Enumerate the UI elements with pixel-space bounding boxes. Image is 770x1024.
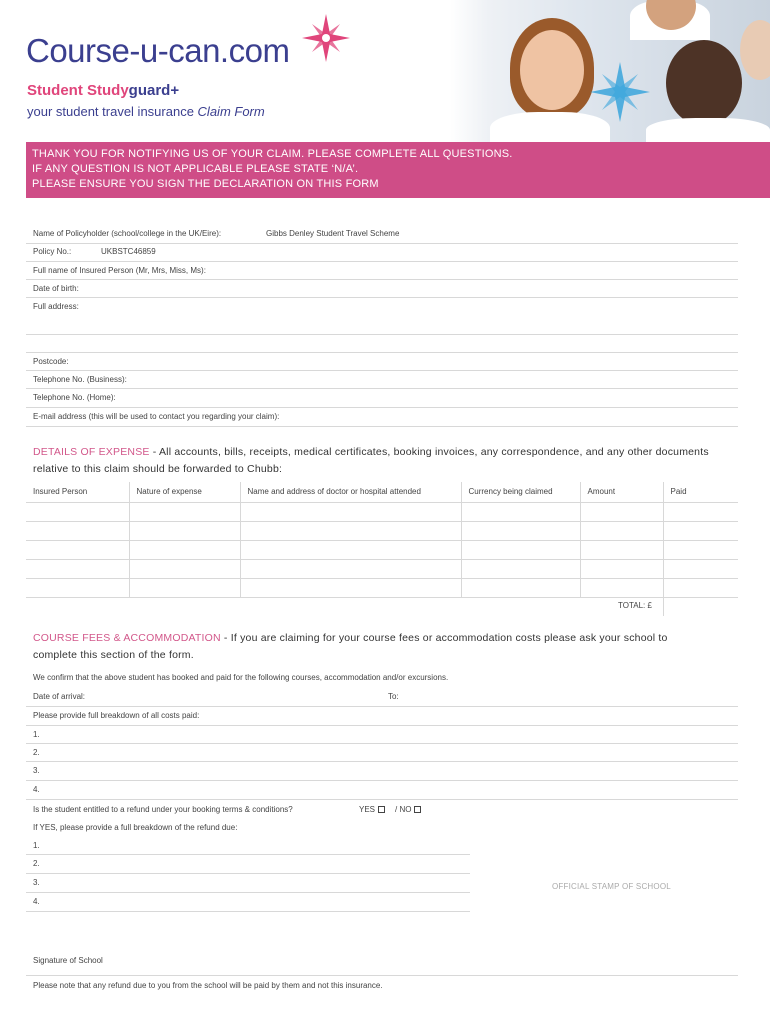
signature-field[interactable] bbox=[26, 950, 738, 976]
breakdown-label-row: Please provide full breakdown of all costs paid: bbox=[26, 707, 738, 726]
field-label: Full name of Insured Person (Mr, Mrs, Miss, Ms): bbox=[33, 266, 206, 275]
instructions-banner bbox=[26, 142, 770, 198]
table-row[interactable] bbox=[26, 540, 738, 559]
field-value: Gibbs Denley Student Travel Scheme bbox=[266, 229, 400, 238]
telephone-home-field[interactable] bbox=[26, 389, 738, 408]
field-label: Full address: bbox=[33, 302, 79, 311]
refund-item-field[interactable]: 4. bbox=[26, 893, 470, 912]
expense-table bbox=[26, 482, 738, 598]
course-fees-heading: COURSE FEES & ACCOMMODATION - If you are claiming for your course fees or accommodation costs please ask your school to complete this section of the form. bbox=[33, 632, 668, 661]
compass-star-icon bbox=[588, 60, 652, 124]
field-label: Name of Policyholder (school/college in the UK/Eire): bbox=[33, 229, 222, 238]
column-header: Name and address of doctor or hospital attended bbox=[240, 482, 461, 502]
field-label: To: bbox=[388, 692, 399, 701]
official-stamp-area: OFFICIAL STAMP OF SCHOOL bbox=[552, 882, 671, 891]
field-label: Telephone No. (Business): bbox=[33, 375, 127, 384]
table-row[interactable] bbox=[26, 502, 738, 521]
compass-star-icon bbox=[300, 12, 352, 64]
no-option[interactable]: / NO bbox=[395, 805, 421, 814]
full-name-field[interactable] bbox=[26, 262, 738, 280]
telephone-business-field[interactable] bbox=[26, 371, 738, 389]
table-row[interactable] bbox=[26, 578, 738, 597]
confirmation-text: We confirm that the above student has booked and paid for the following courses, accommodation and/or excursions. bbox=[33, 673, 449, 682]
table-header-row bbox=[26, 482, 738, 502]
field-label: E-mail address (this will be used to contact you regarding your claim): bbox=[33, 412, 280, 421]
banner-line: PLEASE ENSURE YOU SIGN THE DECLARATION ON THIS FORM bbox=[32, 178, 379, 190]
field-label: Date of birth: bbox=[33, 284, 79, 293]
divider bbox=[663, 597, 664, 616]
table-row[interactable] bbox=[26, 559, 738, 578]
field-label: Postcode: bbox=[33, 357, 69, 366]
policyholder-field[interactable] bbox=[26, 226, 738, 244]
cost-item-field[interactable]: 2. bbox=[26, 744, 738, 762]
postcode-field[interactable] bbox=[26, 353, 738, 371]
field-label: Signature of School bbox=[33, 956, 103, 965]
refund-note: Please note that any refund due to you from the school will be paid by them and not this insurance. bbox=[33, 981, 383, 990]
column-header: Amount bbox=[580, 482, 663, 502]
total-row[interactable] bbox=[26, 597, 738, 616]
date-of-birth-field[interactable] bbox=[26, 280, 738, 298]
refund-item-field[interactable]: 3. bbox=[26, 874, 470, 893]
yes-checkbox[interactable] bbox=[378, 806, 385, 813]
banner-line: IF ANY QUESTION IS NOT APPLICABLE PLEASE STATE ‘N/A’. bbox=[32, 163, 359, 175]
logo-text: Course-u-can.com bbox=[26, 32, 290, 69]
refund-question-row: Is the student entitled to a refund under your booking terms & conditions? YES / NO bbox=[26, 800, 738, 818]
refund-item-field[interactable]: 1. bbox=[26, 837, 470, 855]
address-line-2[interactable] bbox=[26, 335, 738, 353]
brand-title: Student Studyguard+ bbox=[27, 82, 180, 99]
field-label: Policy No.: bbox=[33, 247, 72, 256]
column-header: Currency being claimed bbox=[461, 482, 580, 502]
email-field[interactable] bbox=[26, 408, 738, 427]
table-row[interactable] bbox=[26, 521, 738, 540]
refund-item-field[interactable]: 2. bbox=[26, 855, 470, 874]
tagline: your student travel insurance Claim Form bbox=[27, 104, 265, 119]
refund-breakdown-label-row: If YES, please provide a full breakdown of the refund due: bbox=[33, 823, 238, 832]
date-of-arrival-field[interactable] bbox=[26, 688, 738, 707]
column-header: Paid bbox=[663, 482, 738, 502]
expense-section-heading: DETAILS OF EXPENSE - All accounts, bills, receipts, medical certificates, booking invoices, any correspondence, and any other documents relative to this claim should be forwarded to Chubb: bbox=[33, 446, 709, 475]
yes-option[interactable]: YES bbox=[359, 805, 385, 814]
cost-item-field[interactable]: 1. bbox=[26, 726, 738, 744]
field-label: Date of arrival: bbox=[33, 692, 86, 701]
column-header: Insured Person bbox=[26, 482, 129, 502]
no-checkbox[interactable] bbox=[414, 806, 421, 813]
field-value: UKBSTC46859 bbox=[101, 247, 156, 256]
cost-item-field[interactable]: 3. bbox=[26, 762, 738, 781]
column-header: Nature of expense bbox=[129, 482, 240, 502]
total-label: TOTAL: £ bbox=[618, 601, 652, 610]
banner-line: THANK YOU FOR NOTIFYING US OF YOUR CLAIM. PLEASE COMPLETE ALL QUESTIONS. bbox=[32, 148, 513, 160]
field-label: Telephone No. (Home): bbox=[33, 393, 116, 402]
address-field[interactable] bbox=[26, 298, 738, 335]
cost-item-field[interactable]: 4. bbox=[26, 781, 738, 800]
policy-number-field[interactable] bbox=[26, 244, 738, 262]
